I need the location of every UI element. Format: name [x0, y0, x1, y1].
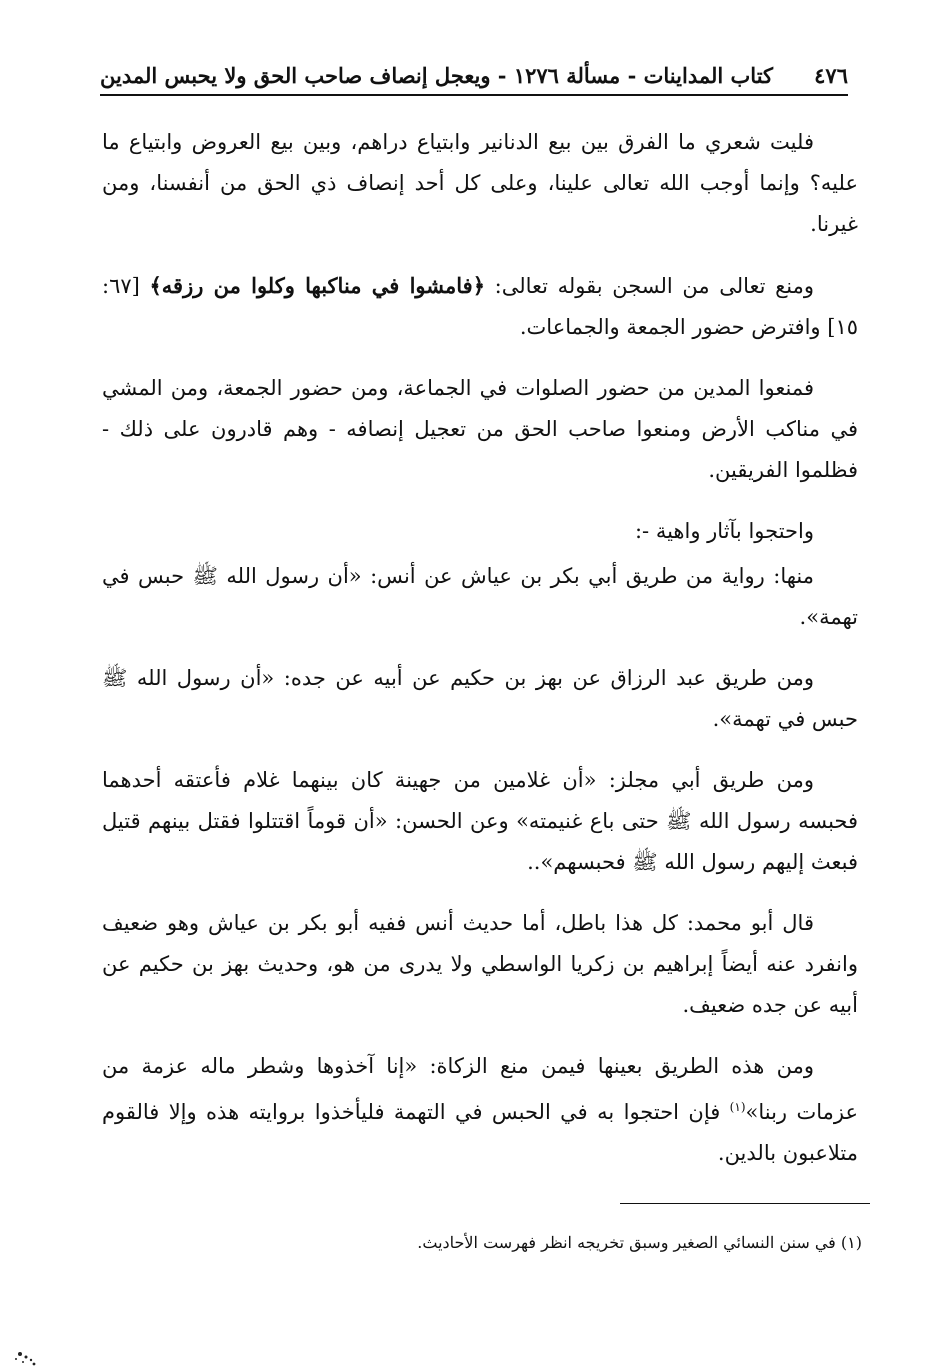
paragraph-2-before: ومنع تعالى من السجن بقوله تعالى:	[485, 274, 815, 298]
paragraph-9-after: فإن احتجوا به في الحبس في التهمة فليأخذوا بروايته هذه وإلا فالقوم متلاعبون بالدين.	[102, 1100, 858, 1165]
paragraph-4: واحتجوا بآثار واهية -:	[634, 519, 814, 543]
paragraph-9	[102, 1046, 858, 1174]
paragraph-8: قال أبو محمد: كل هذا باطل، أما حديث أنس ففيه أبو بكر بن عياش وهو ضعيف وانفرد عنه أيضاً إبراهيم بن زكريا الواسطي ولا يدرى من هو، وحديث بهز بن حكيم عن أبيه عن جده ضعيف.	[102, 911, 858, 1017]
scan-speck	[6, 1340, 46, 1370]
header-rule	[100, 94, 848, 96]
running-title: كتاب المداينات - مسألة ١٢٧٦ - ويعجل إنصاف صاحب الحق ولا يحبس المدين	[100, 63, 774, 88]
paragraph-9-before: ومن هذه الطريق بعينها فيمن منع الزكاة: «إنا آخذوها وشطر ماله عزمة من عزمات ربنا»	[102, 1054, 858, 1124]
page-header	[100, 44, 848, 88]
paragraph-2	[102, 265, 858, 348]
body-text	[102, 122, 858, 1194]
footnote-reference: (١)	[729, 1100, 746, 1114]
paragraph-7: ومن طريق أبي مجلز: «أن غلامين من جهينة كان بينهما غلام فأعتقه أحدهما فحبسه رسول الله ﷺ حتى باع غنيمته» وعن الحسن: «أن قوماً اقتتلوا فقتل بينهم قتيل فبعث إليهم رسول الله ﷺ فحبسهم»..	[102, 768, 858, 874]
page-number: ٤٧٦	[814, 63, 848, 88]
paragraph-5: منها: رواية من طريق أبي بكر بن عياش عن أنس: «أن رسول الله ﷺ حبس في تهمة».	[102, 564, 858, 629]
paragraph-6: ومن طريق عبد الرزاق عن بهز بن حكيم عن أبيه عن جده: «أن رسول الله ﷺ حبس في تهمة».	[102, 666, 858, 731]
quran-quote: ﴿فامشوا في مناكبها وكلوا من رزقه﴾	[149, 273, 486, 298]
paragraph-3: فمنعوا المدين من حضور الصلوات في الجماعة، ومن حضور الجمعة، ومن المشي في مناكب الأرض ومنعوا صاحب الحق من تعجيل إنصافه - وهم قادرون على ذلك - فظلموا الفريقين.	[102, 376, 858, 482]
paragraph-1: فليت شعري ما الفرق بين بيع الدنانير وابتياع دراهم، وبين بيع العروض وابتياع ما عليه؟ وإنما أوجب الله تعالى علينا، وعلى كل أحد إنصاف ذي الحق من أنفسنا، ومن غيرنا.	[102, 130, 858, 236]
footnote-rule	[620, 1203, 870, 1204]
footnote: (١) في سنن النسائي الصغير وسبق تخريجه انظر فهرست الأحاديث.	[417, 1233, 862, 1252]
paragraph-2-after: [٦٧: ١٥] وافترض حضور الجمعة والجماعات.	[102, 274, 858, 339]
